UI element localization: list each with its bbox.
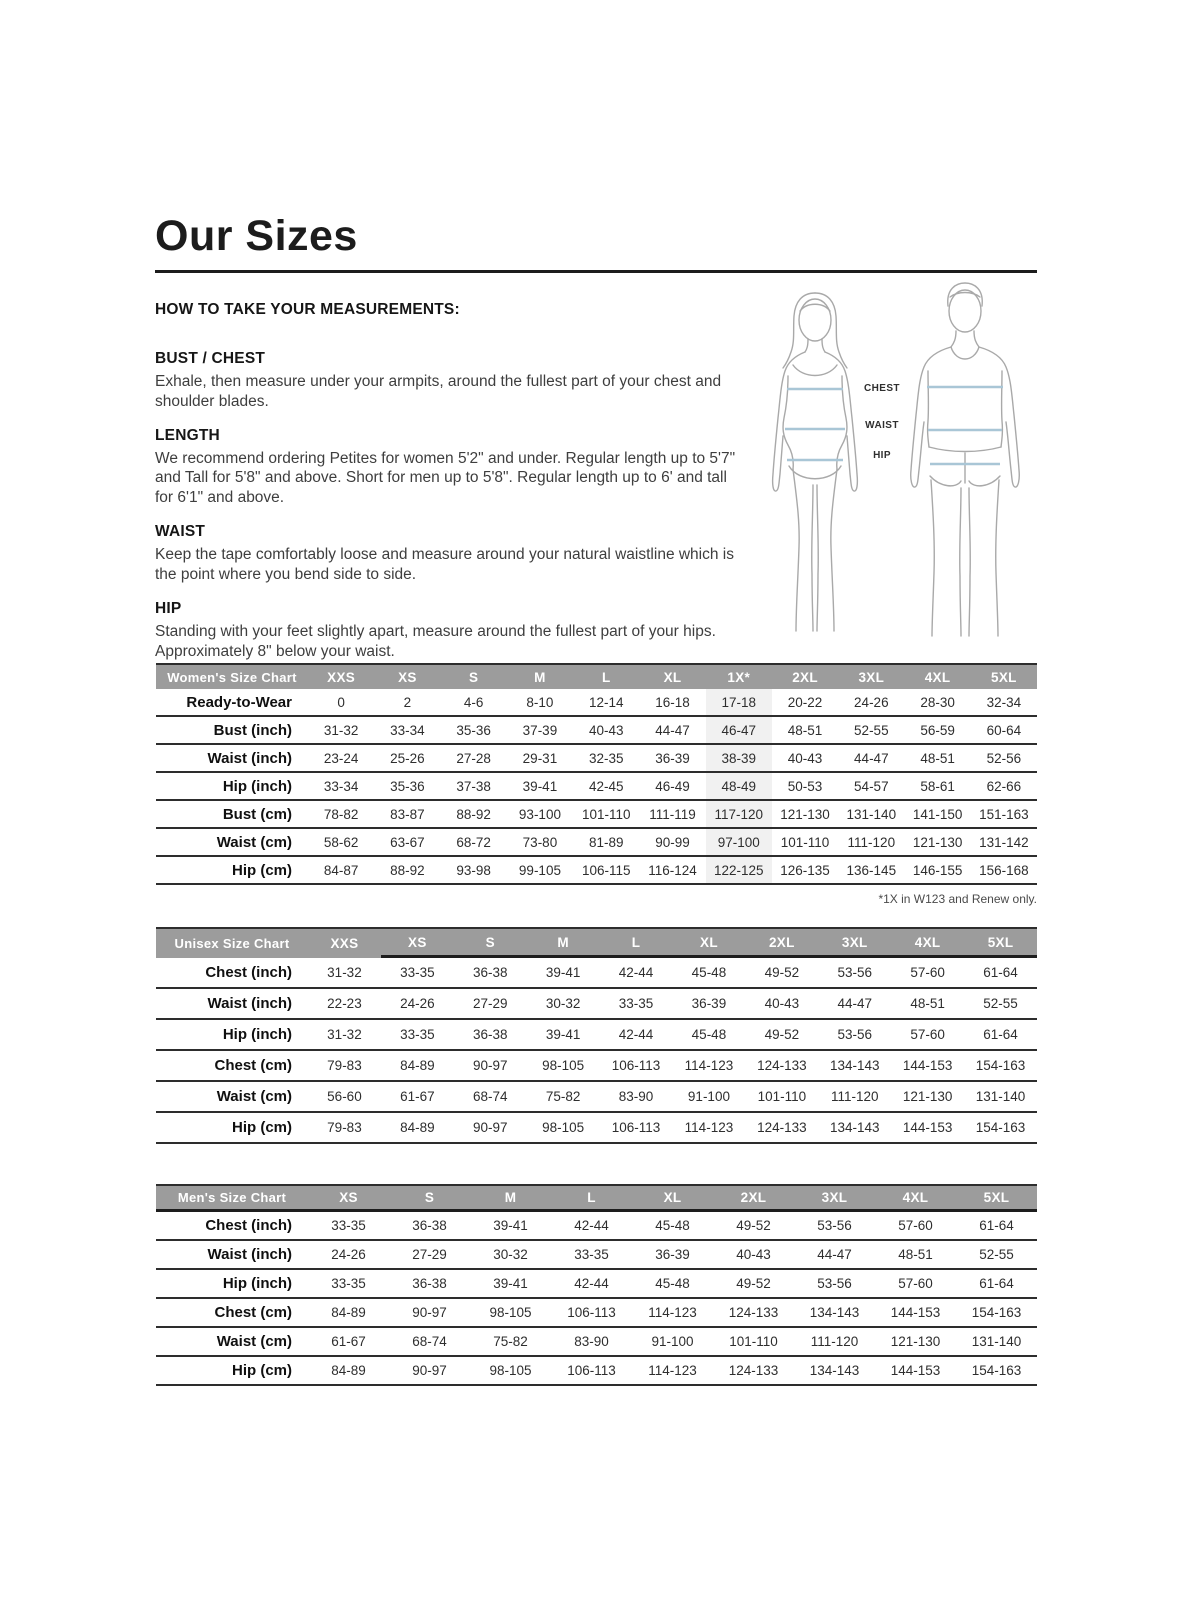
size-cell: 8-10 [526,694,554,710]
size-column-header: 3XL [858,669,885,685]
size-cell: 144-153 [890,1305,941,1320]
size-cell: 42-44 [618,1027,654,1042]
size-column-header: M [470,1186,551,1212]
size-cell: 75-82 [493,1334,528,1349]
size-cell: 154-163 [971,1305,1022,1320]
size-cell: 136-145 [846,862,897,878]
size-cell: 134-143 [829,1120,880,1135]
size-cell: 39-41 [545,1027,581,1042]
size-column-header: L [601,669,611,685]
size-column-header: XS [308,1186,389,1212]
chest-measure-label: CHEST [864,383,900,394]
size-cell: 23-24 [323,750,359,766]
size-cell: 88-92 [456,806,491,822]
womens-footnote: *1X in W123 and Renew only. [878,892,1037,906]
size-cell: 39-41 [493,1276,528,1291]
size-cell: 154-163 [971,1363,1022,1378]
size-cell: 134-143 [829,1058,880,1073]
size-cell: 122-125 [706,857,772,883]
row-label: Waist (cm) [216,833,292,851]
size-cell: 33-34 [323,778,359,794]
size-cell: 121-130 [780,806,830,822]
section-text: We recommend ordering Petites for women 5'2" and under. Regular length up to 5'7" and Tall for 5'8" and above. Short for men up to 5'8". Regular length up to 6' and tall for 6'1" and above. [155,449,736,507]
size-cell: 29-31 [522,750,558,766]
size-cell: 93-100 [518,806,561,822]
size-cell: 98-105 [542,1120,585,1135]
title-divider [155,270,1037,273]
size-cell: 44-47 [854,750,889,766]
size-column-header: 4XL [875,1186,956,1212]
size-cell: 90-99 [655,834,690,850]
table-row [156,717,1037,745]
table-row [156,773,1037,801]
size-cell: 121-130 [902,1089,953,1104]
size-cell: 83-90 [574,1334,609,1349]
womens-table-header [156,663,1037,689]
size-cell: 20-22 [787,694,823,710]
size-column-header: L [600,929,673,958]
table-row [156,829,1037,857]
table-row [156,1212,1037,1241]
row-label: Hip (cm) [232,1362,292,1379]
size-cell: 84-89 [331,1305,366,1320]
size-cell: 45-48 [691,1027,727,1042]
size-cell: 111-120 [830,1089,879,1104]
size-cell: 111-120 [847,834,896,850]
size-cell: 91-100 [687,1089,730,1104]
waist-measure-label: WAIST [865,420,899,431]
size-cell: 117-120 [706,801,772,827]
size-cell: 33-35 [574,1247,609,1262]
size-cell: 61-64 [983,965,1018,980]
size-cell: 45-48 [655,1276,690,1291]
size-cell: 156-168 [979,862,1029,878]
size-cell: 106-113 [567,1305,616,1320]
size-column-header: 2XL [792,669,818,685]
size-cell: 106-113 [611,1120,661,1135]
size-cell: 40-43 [736,1247,771,1262]
size-cell: 131-140 [846,806,897,822]
size-cell: 54-57 [854,778,889,794]
size-cell: 12-14 [588,694,624,710]
size-cell: 131-140 [975,1089,1026,1104]
size-column-header: 1X* [727,669,751,685]
size-cell: 31-32 [327,1027,362,1042]
size-cell: 45-48 [655,1218,690,1233]
row-label: Hip (cm) [232,861,292,879]
size-cell: 124-133 [728,1305,779,1320]
size-cell: 61-67 [400,1089,435,1104]
row-label: Bust (cm) [222,805,292,823]
section-waist [155,523,747,585]
table-row [156,958,1037,989]
size-cell: 17-18 [706,689,772,715]
size-cell: 90-97 [412,1305,447,1320]
size-cell: 33-34 [390,722,425,738]
size-cell: 146-155 [912,862,963,878]
size-cell: 24-26 [854,694,889,710]
size-cell: 56-59 [920,722,955,738]
size-column-header: M [534,669,546,685]
size-cell: 50-53 [787,778,823,794]
size-column-header: XL [632,1186,713,1212]
table-row [156,1082,1037,1113]
size-cell: 83-90 [618,1089,654,1104]
unisex-size-chart [156,927,1037,1144]
table-row [156,1299,1037,1328]
size-cell: 24-26 [400,996,435,1011]
size-cell: 79-83 [327,1058,362,1073]
row-label: Hip (inch) [222,1275,292,1292]
size-cell: 58-61 [920,778,955,794]
size-column-header: 5XL [956,1186,1037,1212]
size-cell: 101-110 [729,1334,778,1349]
size-cell: 68-74 [472,1089,508,1104]
size-cell: 84-89 [400,1058,435,1073]
row-label: Waist (cm) [216,1333,292,1350]
size-cell: 144-153 [890,1363,941,1378]
size-cell: 37-39 [522,722,558,738]
section-hip [155,600,747,662]
table-row [156,1020,1037,1051]
size-cell: 84-89 [331,1363,366,1378]
measurements-heading: HOW TO TAKE YOUR MEASUREMENTS: [155,301,460,318]
size-cell: 141-150 [912,806,963,822]
size-cell: 49-52 [736,1276,771,1291]
size-cell: 53-56 [837,965,872,980]
size-column-header: 2XL [745,929,818,958]
size-cell: 98-105 [489,1305,532,1320]
table-row [156,801,1037,829]
size-cell: 42-44 [618,965,654,980]
row-label: Waist (inch) [207,1246,292,1263]
section-text: Keep the tape comfortably loose and measure around your natural waistline which is the point where you bend side to side. [155,546,734,583]
size-column-header: S [469,669,479,685]
size-cell: 31-32 [327,965,362,980]
row-label: Hip (inch) [222,1026,292,1043]
size-cell: 36-38 [412,1276,447,1291]
size-cell: 83-87 [390,806,425,822]
hip-measure-label: HIP [873,450,891,461]
size-cell: 42-45 [588,778,624,794]
size-cell: 33-35 [400,1027,435,1042]
size-cell: 131-142 [979,834,1029,850]
mens-table-header [156,1184,1037,1212]
size-column-header: XS [398,669,417,685]
size-cell: 32-34 [986,694,1022,710]
size-cell: 121-130 [912,834,963,850]
size-column-header: M [527,929,600,958]
size-cell: 124-133 [757,1058,807,1073]
size-cell: 63-67 [390,834,425,850]
row-label: Chest (cm) [214,1304,292,1321]
size-cell: 27-29 [412,1247,447,1262]
size-column-header: 5XL [991,669,1017,685]
size-cell: 73-80 [522,834,558,850]
row-label: Waist (inch) [207,995,292,1012]
row-label: Chest (inch) [205,964,292,981]
size-cell: 101-110 [581,806,631,822]
row-label: Ready-to-Wear [186,693,292,711]
size-cell: 49-52 [764,1027,800,1042]
size-cell: 114-123 [648,1305,697,1320]
size-cell: 68-74 [412,1334,447,1349]
size-cell: 35-36 [456,722,491,738]
size-cell: 154-163 [975,1058,1026,1073]
size-column-header: XXS [327,669,356,685]
table-row [156,1270,1037,1299]
size-column-header: 4XL [891,929,964,958]
size-guide-figures [742,280,1042,640]
size-cell: 93-98 [456,862,491,878]
size-cell: 22-23 [327,996,362,1011]
size-cell: 53-56 [837,1027,872,1042]
section-title: WAIST [155,523,206,541]
womens-table-body [156,689,1037,885]
size-cell: 116-124 [648,862,697,878]
unisex-table-header [156,927,1037,958]
size-cell: 24-26 [331,1247,366,1262]
size-cell: 57-60 [898,1276,933,1291]
size-cell: 98-105 [542,1058,585,1073]
size-cell: 49-52 [736,1218,771,1233]
row-label: Chest (cm) [214,1057,292,1074]
size-cell: 121-130 [890,1334,941,1349]
section-title: LENGTH [155,426,220,444]
size-cell: 84-89 [400,1120,435,1135]
size-cell: 61-64 [983,1027,1018,1042]
size-column-header: L [551,1186,632,1212]
size-cell: 60-64 [986,722,1022,738]
table-row [156,989,1037,1020]
row-label: Waist (cm) [216,1088,292,1105]
row-label: Hip (inch) [222,777,292,795]
row-label: Hip (cm) [232,1119,292,1136]
size-cell: 134-143 [809,1363,860,1378]
size-cell: 36-39 [655,750,690,766]
size-cell: 36-39 [691,996,727,1011]
size-cell: 40-43 [764,996,800,1011]
size-column-header: 5XL [964,929,1037,958]
size-cell: 25-26 [390,750,425,766]
size-cell: 48-49 [706,773,772,799]
row-label: Waist (inch) [207,749,292,767]
size-cell: 28-30 [920,694,955,710]
size-cell: 27-28 [456,750,491,766]
size-column-header: S [454,929,527,958]
size-cell: 62-66 [986,778,1022,794]
size-cell: 88-92 [390,862,425,878]
size-cell: 30-32 [493,1247,528,1262]
size-column-header: XS [381,929,454,958]
size-cell: 46-47 [706,717,772,743]
size-cell: 48-51 [910,996,945,1011]
size-column-header: S [389,1186,470,1212]
table-row [156,1113,1037,1144]
size-column-header: 3XL [794,1186,875,1212]
section-text: Exhale, then measure under your armpits, around the fullest part of your chest and shoulder blades. [155,373,722,410]
size-cell: 101-110 [757,1089,807,1104]
womens-size-chart [156,663,1037,885]
size-cell: 101-110 [780,834,830,850]
size-cell: 37-38 [456,778,491,794]
size-cell: 48-51 [787,722,823,738]
size-cell: 52-55 [983,996,1018,1011]
table-row [156,1357,1037,1386]
size-cell: 114-123 [684,1120,734,1135]
row-label: Chest (inch) [205,1217,292,1234]
section-bust-chest [155,350,747,412]
size-cell: 35-36 [390,778,425,794]
size-cell: 106-113 [567,1363,616,1378]
size-cell: 33-35 [331,1218,366,1233]
size-cell: 49-52 [764,965,800,980]
size-cell: 45-48 [691,965,727,980]
size-cell: 90-97 [472,1120,508,1135]
size-cell: 84-87 [323,862,359,878]
size-cell: 144-153 [902,1120,953,1135]
table-title: Men's Size Chart [156,1186,308,1212]
size-cell: 154-163 [975,1120,1026,1135]
size-cell: 38-39 [706,745,772,771]
size-cell: 53-56 [817,1218,852,1233]
unisex-table-body [156,958,1037,1144]
size-cell: 97-100 [706,829,772,855]
size-cell: 144-153 [902,1058,953,1073]
table-row [156,689,1037,717]
size-cell: 36-39 [655,1247,690,1262]
size-cell: 81-89 [588,834,624,850]
size-cell: 39-41 [493,1218,528,1233]
size-cell: 33-35 [400,965,435,980]
size-cell: 124-133 [728,1363,779,1378]
size-cell: 33-35 [331,1276,366,1291]
table-row [156,1051,1037,1082]
size-cell: 106-115 [581,862,631,878]
size-cell: 36-38 [472,965,508,980]
size-cell: 42-44 [574,1218,609,1233]
size-cell: 44-47 [837,996,872,1011]
size-cell: 114-123 [648,1363,697,1378]
size-cell: 61-67 [331,1334,366,1349]
row-label: Bust (inch) [213,721,292,739]
size-cell: 98-105 [489,1363,532,1378]
size-column-header: XL [663,669,682,685]
size-cell: 36-38 [412,1218,447,1233]
size-column-header: 3XL [818,929,891,958]
size-cell: 39-41 [545,965,581,980]
size-cell: 33-35 [618,996,654,1011]
size-cell: 114-123 [684,1058,734,1073]
size-cell: 111-119 [649,806,696,822]
mens-table-body [156,1212,1037,1386]
size-cell: 32-35 [588,750,624,766]
section-title: HIP [155,599,182,617]
size-column-header: 4XL [924,669,951,685]
size-cell: 68-72 [456,834,491,850]
size-cell: 46-49 [655,778,690,794]
section-text: Standing with your feet slightly apart, measure around the fullest part of your hips. Approximately 8" below your waist. [155,622,716,660]
page-title: Our Sizes [155,212,358,260]
size-cell: 99-105 [518,862,561,878]
size-cell: 57-60 [910,965,945,980]
size-cell: 90-97 [412,1363,447,1378]
size-cell: 2 [403,694,412,710]
size-cell: 4-6 [463,694,484,710]
size-cell: 52-55 [979,1247,1014,1262]
size-cell: 90-97 [472,1058,508,1073]
size-cell: 57-60 [898,1218,933,1233]
size-cell: 48-51 [898,1247,933,1262]
section-length [155,427,747,508]
size-cell: 61-64 [979,1276,1014,1291]
size-cell: 52-56 [986,750,1022,766]
size-cell: 36-38 [472,1027,508,1042]
table-title: Women's Size Chart [167,669,297,685]
size-cell: 75-82 [545,1089,581,1104]
size-cell: 79-83 [327,1120,362,1135]
size-cell: 91-100 [651,1334,694,1349]
size-column-header: XXS [330,936,359,951]
size-cell: 27-29 [472,996,508,1011]
measurement-instructions [155,301,747,676]
size-cell: 57-60 [910,1027,945,1042]
size-cell: 126-135 [780,862,830,878]
size-cell: 124-133 [757,1120,807,1135]
section-title: BUST / CHEST [155,350,266,367]
size-cell: 131-140 [971,1334,1022,1349]
size-cell: 134-143 [809,1305,860,1320]
table-row [156,857,1037,885]
size-cell: 30-32 [545,996,581,1011]
man-figure-illustration [900,280,1032,640]
size-cell: 52-55 [854,722,889,738]
size-column-header: 2XL [713,1186,794,1212]
size-cell: 31-32 [323,722,359,738]
size-cell: 40-43 [787,750,823,766]
size-cell: 0 [337,694,345,710]
size-cell: 40-43 [588,722,624,738]
size-cell: 58-62 [323,834,359,850]
size-cell: 151-163 [979,806,1029,822]
size-cell: 56-60 [327,1089,362,1104]
size-cell: 53-56 [817,1276,852,1291]
size-column-header: XL [673,929,746,958]
size-cell: 39-41 [522,778,558,794]
size-cell: 78-82 [323,806,359,822]
size-cell: 44-47 [817,1247,852,1262]
mens-size-chart [156,1184,1037,1386]
size-cell: 16-18 [655,694,690,710]
size-cell: 42-44 [574,1276,609,1291]
table-row [156,1328,1037,1357]
table-row [156,1241,1037,1270]
woman-figure-illustration [754,288,876,636]
table-row [156,745,1037,773]
size-cell: 48-51 [920,750,955,766]
size-cell: 106-113 [611,1058,661,1073]
size-cell: 61-64 [979,1218,1014,1233]
size-cell: 44-47 [655,722,690,738]
table-title: Unisex Size Chart [174,936,290,951]
size-cell: 111-120 [810,1334,859,1349]
